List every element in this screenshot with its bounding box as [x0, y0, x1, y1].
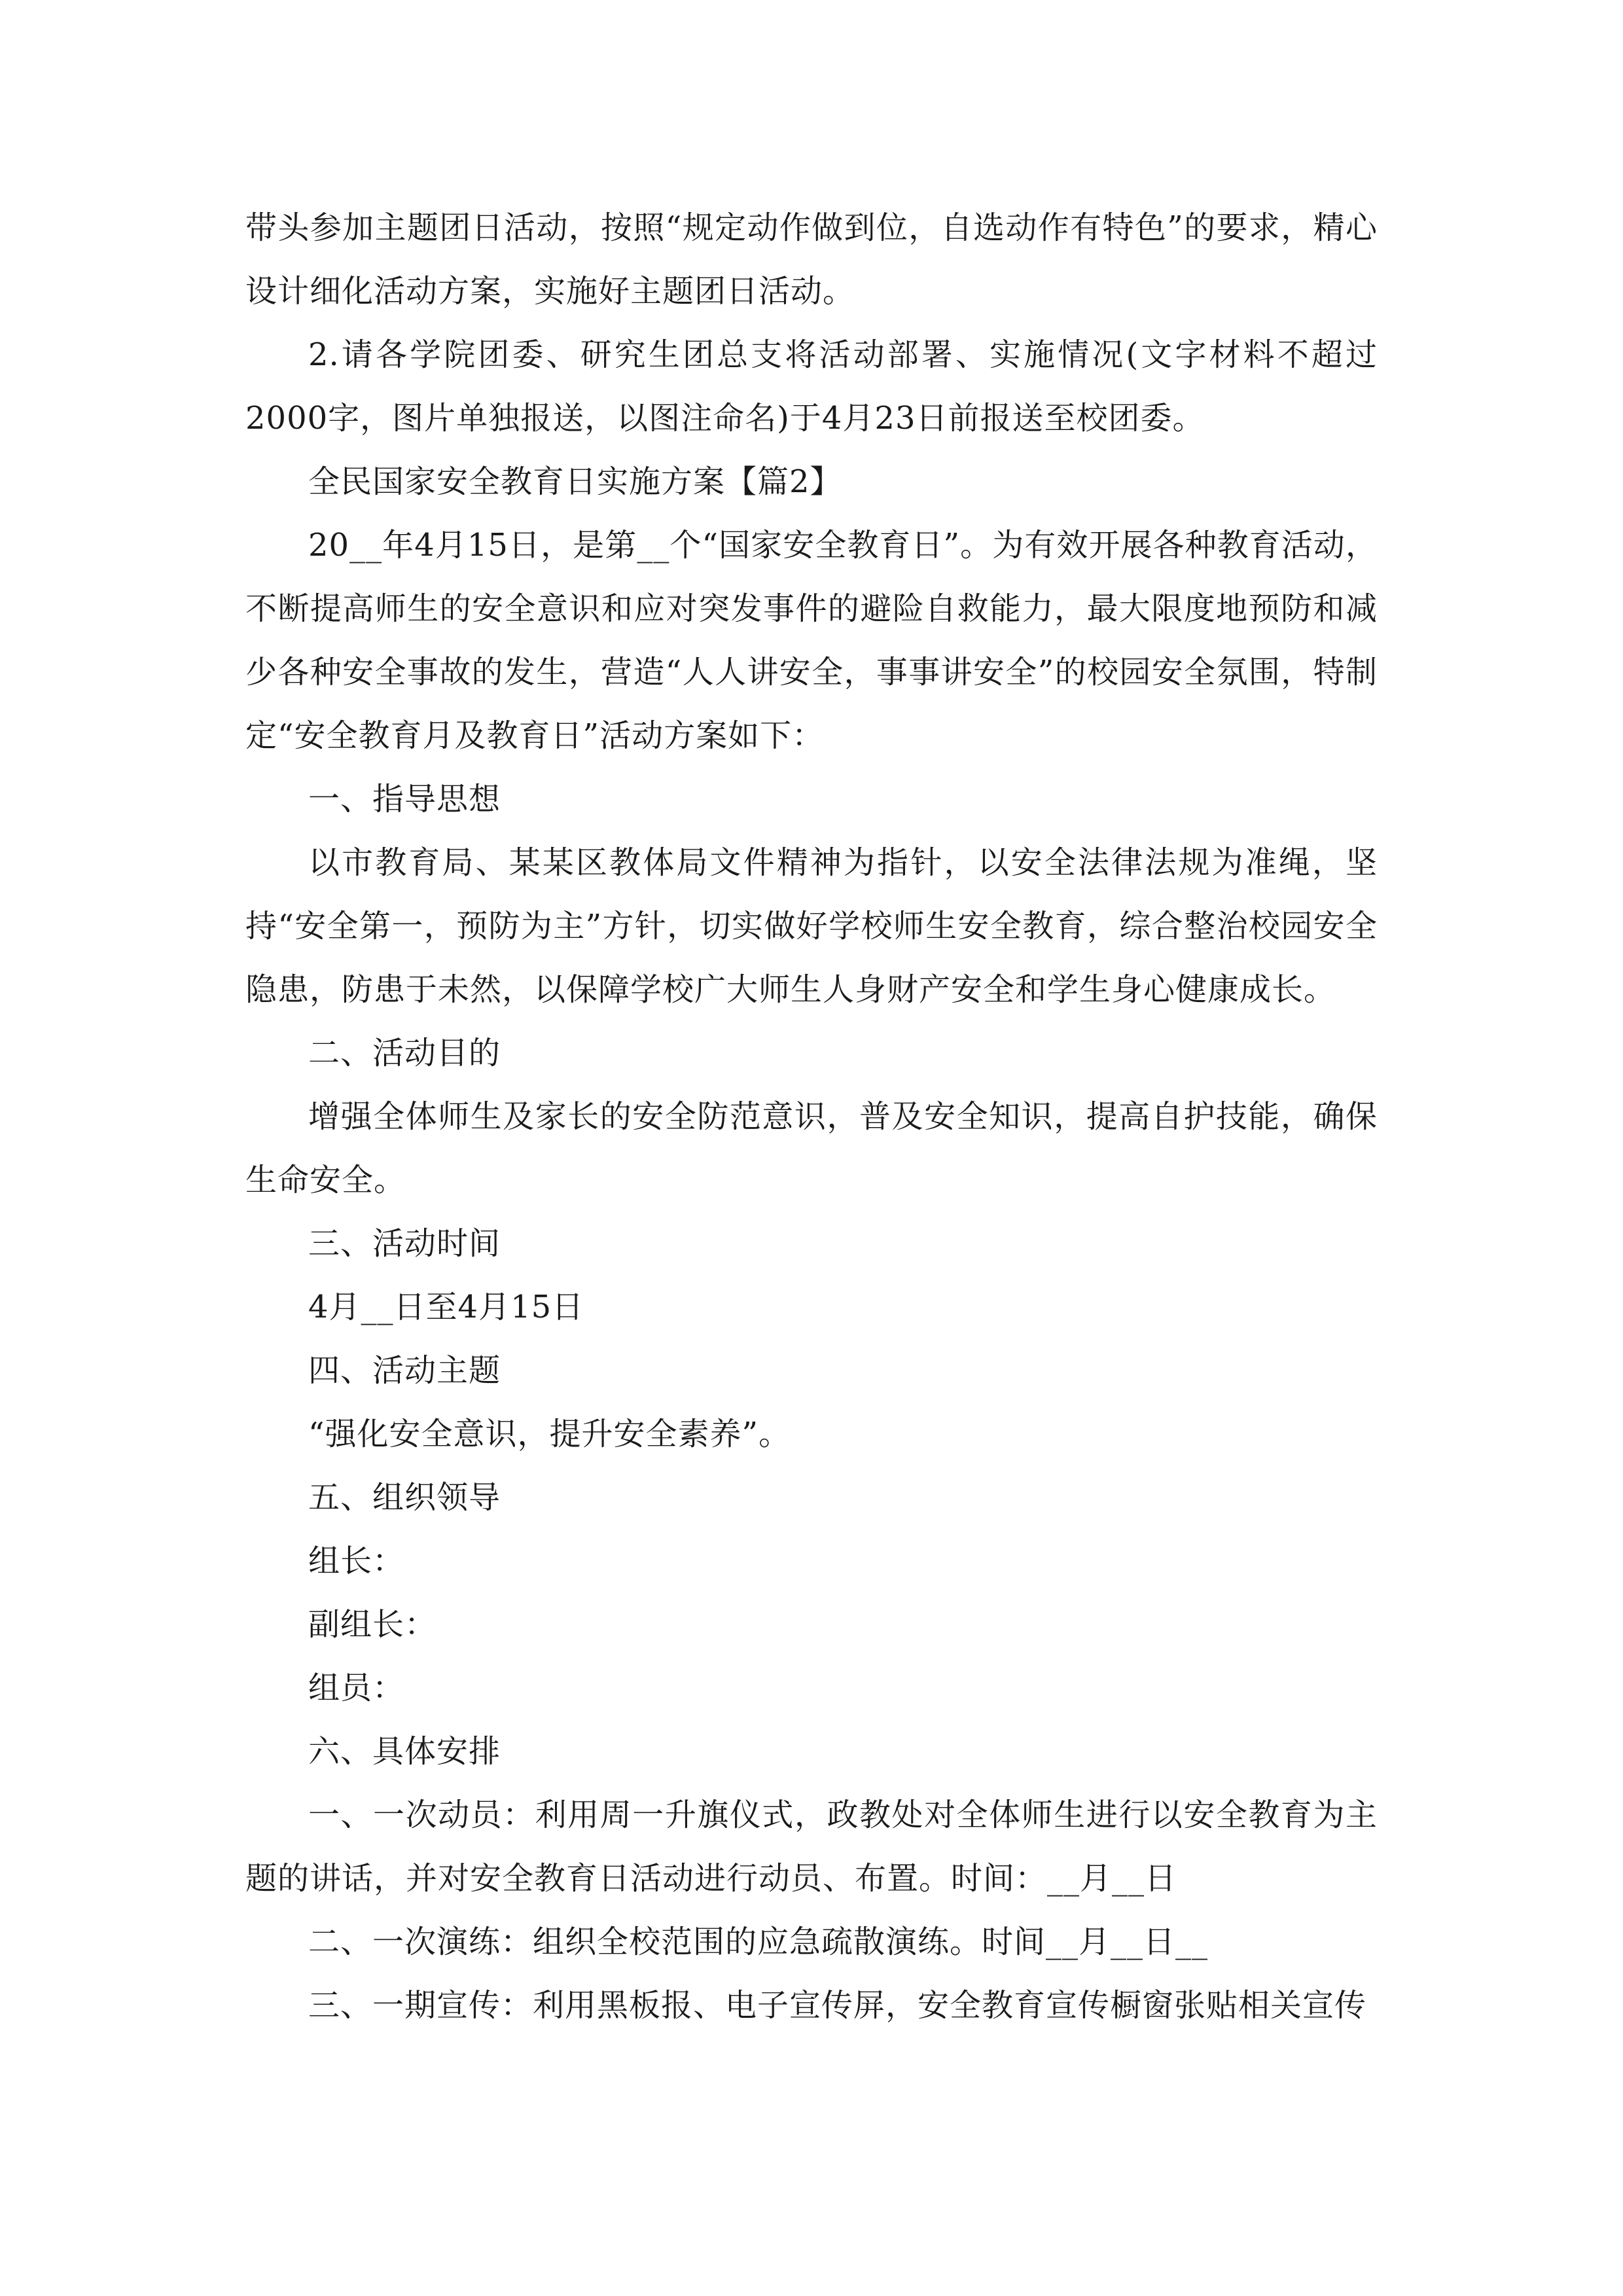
paragraph-theme: “强化安全意识，提升安全素养”。: [308, 1416, 791, 1452]
paragraph-time: 4月__日至4月15日: [308, 1289, 584, 1325]
section-title: 全民国家安全教育日实施方案【篇2】: [308, 463, 842, 500]
heading-arrangements: 六、具体安排: [308, 1733, 501, 1770]
paragraph-publicity: 三、一期宣传：利用黑板报、电子宣传屏，安全教育宣传橱窗张贴相关宣传: [308, 1987, 1367, 2024]
heading-guiding-thought: 一、指导思想: [308, 781, 501, 817]
document-body: [245, 196, 1378, 2037]
heading-leadership: 五、组织领导: [308, 1479, 501, 1516]
paragraph-1: 带头参加主题团日活动，按照“规定动作做到位，自选动作有特色”的要求，精心设计细化活动方案，实施好主题团日活动。: [245, 209, 1378, 310]
heading-time: 三、活动时间: [308, 1225, 501, 1262]
paragraph-2: 2.请各学院团委、研究生团总支将活动部署、实施情况(文字材料不超过2000字，图片单独报送，以图注命名)于4月23日前报送至校团委。: [245, 336, 1378, 437]
paragraph-guiding-thought: 以市教育局、某某区教体局文件精神为指针，以安全法律法规为准绳，坚持“安全第一，预防为主”方针，切实做好学校师生安全教育，综合整治校园安全隐患，防患于未然，以保障学校广大师生人身财产安全和学生身心健康成长。: [245, 844, 1378, 1008]
line-members: 组员：: [308, 1670, 405, 1706]
heading-purpose: 二、活动目的: [308, 1035, 501, 1071]
paragraph-mobilization: 一、一次动员：利用周一升旗仪式，政教处对全体师生进行以安全教育为主题的讲话，并对安全教育日活动进行动员、布置。时间：__月__日: [245, 1797, 1378, 1897]
line-leader: 组长：: [308, 1543, 405, 1579]
paragraph-purpose: 增强全体师生及家长的安全防范意识，普及安全知识，提高自护技能，确保生命安全。: [245, 1098, 1378, 1198]
paragraph-intro: 20__年4月15日，是第__个“国家安全教育日”。为有效开展各种教育活动，不断提高师生的安全意识和应对突发事件的避险自救能力，最大限度地预防和减少各种安全事故的发生，营造“人人讲安全，事事讲安全”的校园安全氛围，特制定“安全教育月及教育日”活动方案如下：: [245, 527, 1378, 754]
line-deputy-leader: 副组长：: [308, 1606, 437, 1643]
paragraph-drill: 二、一次演练：组织全校范围的应急疏散演练。时间__月__日__: [308, 1924, 1209, 1960]
heading-theme: 四、活动主题: [308, 1352, 501, 1389]
